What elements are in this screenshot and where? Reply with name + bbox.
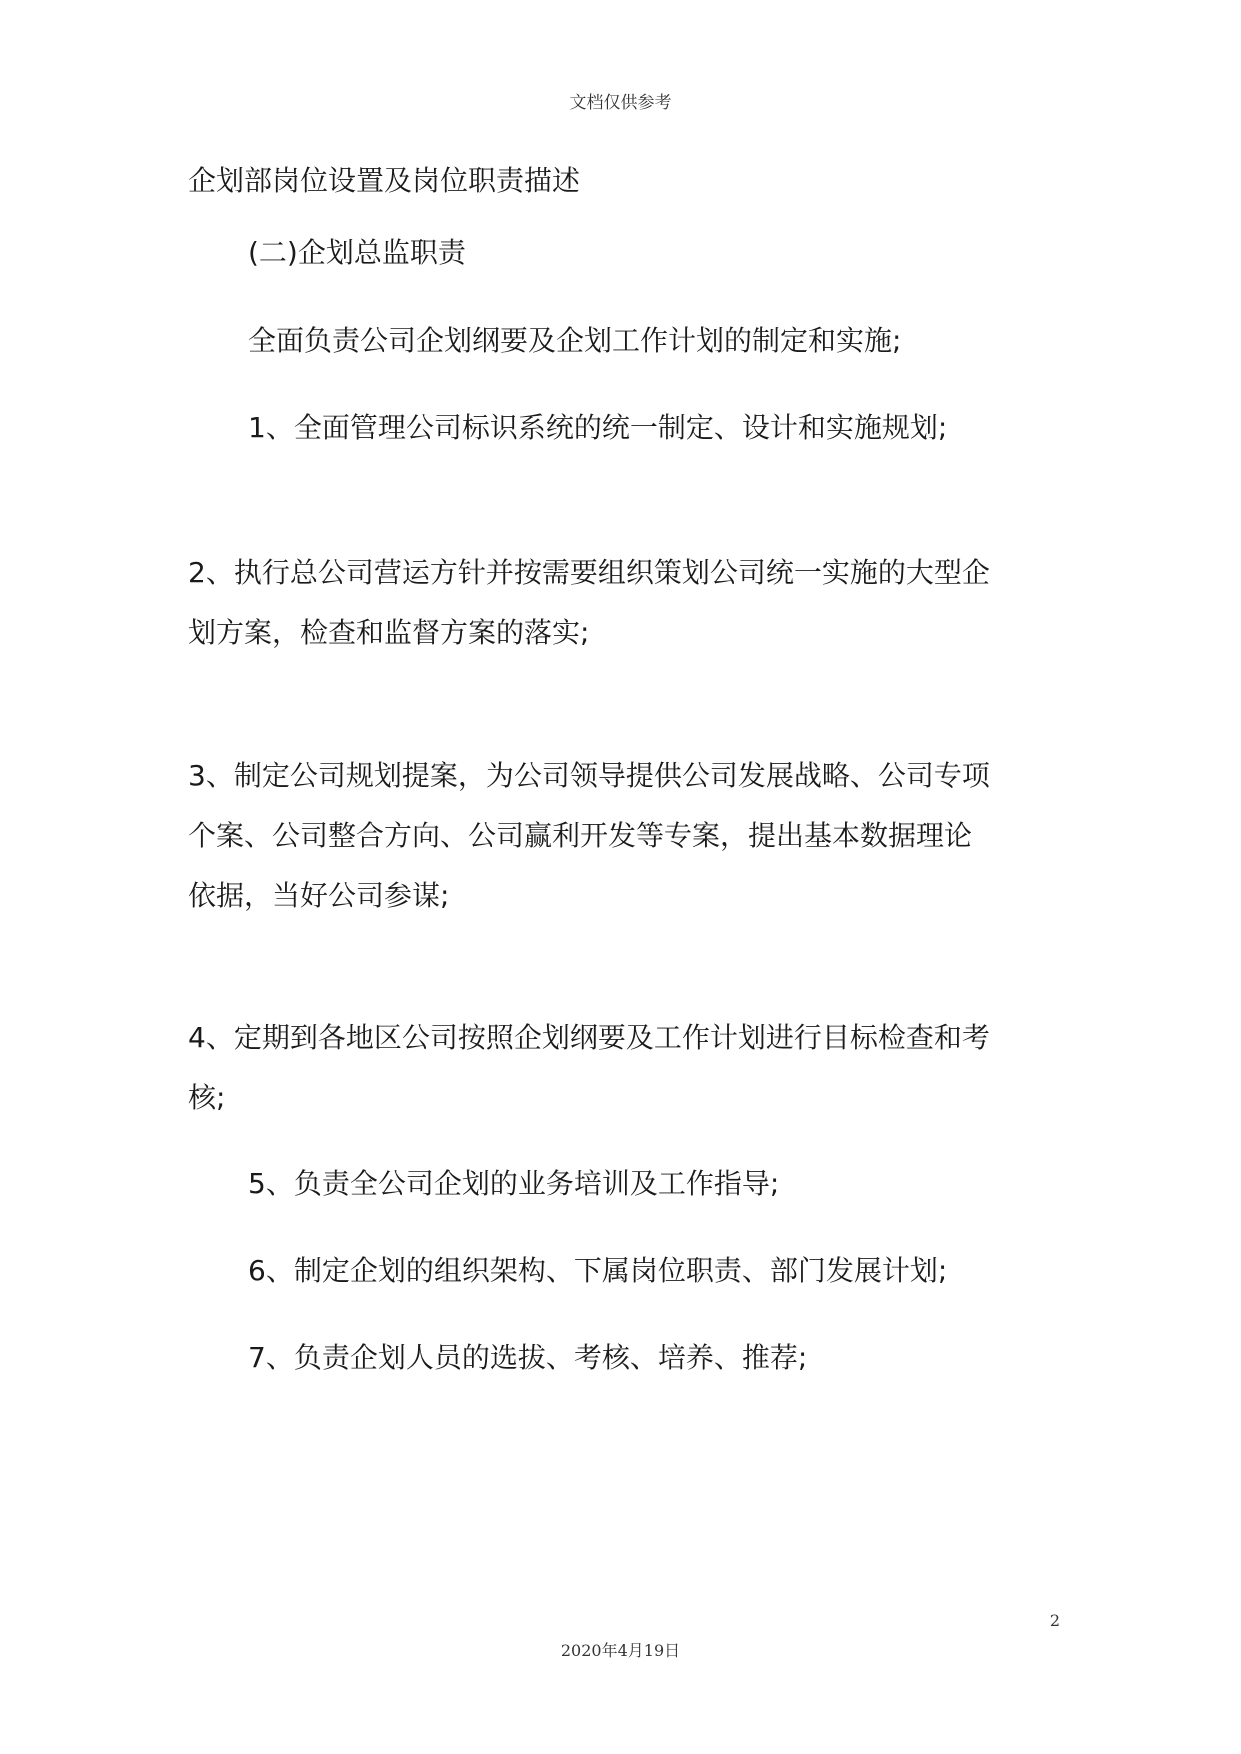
list-item: [188, 746, 1064, 926]
list-item-line: 3、制定公司规划提案，为公司领导提供公司发展战略、公司专项: [188, 759, 990, 792]
list-item: [188, 1008, 1064, 1128]
page-number: 2: [1049, 1611, 1060, 1630]
list-item: [188, 543, 1064, 663]
intro-paragraph: 全面负责公司企划纲要及企划工作计划的制定和实施;: [248, 324, 902, 357]
list-item-line: 个案、公司整合方向、公司赢利开发等专案，提出基本数据理论: [188, 819, 973, 852]
page-header: 文档仅供参考: [569, 93, 672, 113]
list-item: 1、全面管理公司标识系统的统一制定、设计和实施规划;: [248, 411, 948, 444]
list-item-line: 4、定期到各地区公司按照企划纲要及工作计划进行目标检查和考: [188, 1021, 990, 1054]
list-item-line: 核;: [188, 1081, 226, 1114]
list-item-line: 2、执行总公司营运方针并按需要组织策划公司统一实施的大型企: [188, 556, 990, 589]
footer-date: 2020年4月19日: [560, 1641, 681, 1660]
list-item: 7、负责企划人员的选拔、考核、培养、推荐;: [248, 1341, 808, 1374]
list-item-line: 划方案，检查和监督方案的落实;: [188, 616, 590, 649]
list-item: 5、负责全公司企划的业务培训及工作指导;: [248, 1167, 780, 1200]
list-item: 6、制定企划的组织架构、下属岗位职责、部门发展计划;: [248, 1254, 948, 1287]
section-heading: (二)企划总监职责: [248, 236, 466, 269]
list-item-line: 依据，当好公司参谋;: [188, 879, 450, 912]
document-title: 企划部岗位设置及岗位职责描述: [188, 164, 581, 197]
